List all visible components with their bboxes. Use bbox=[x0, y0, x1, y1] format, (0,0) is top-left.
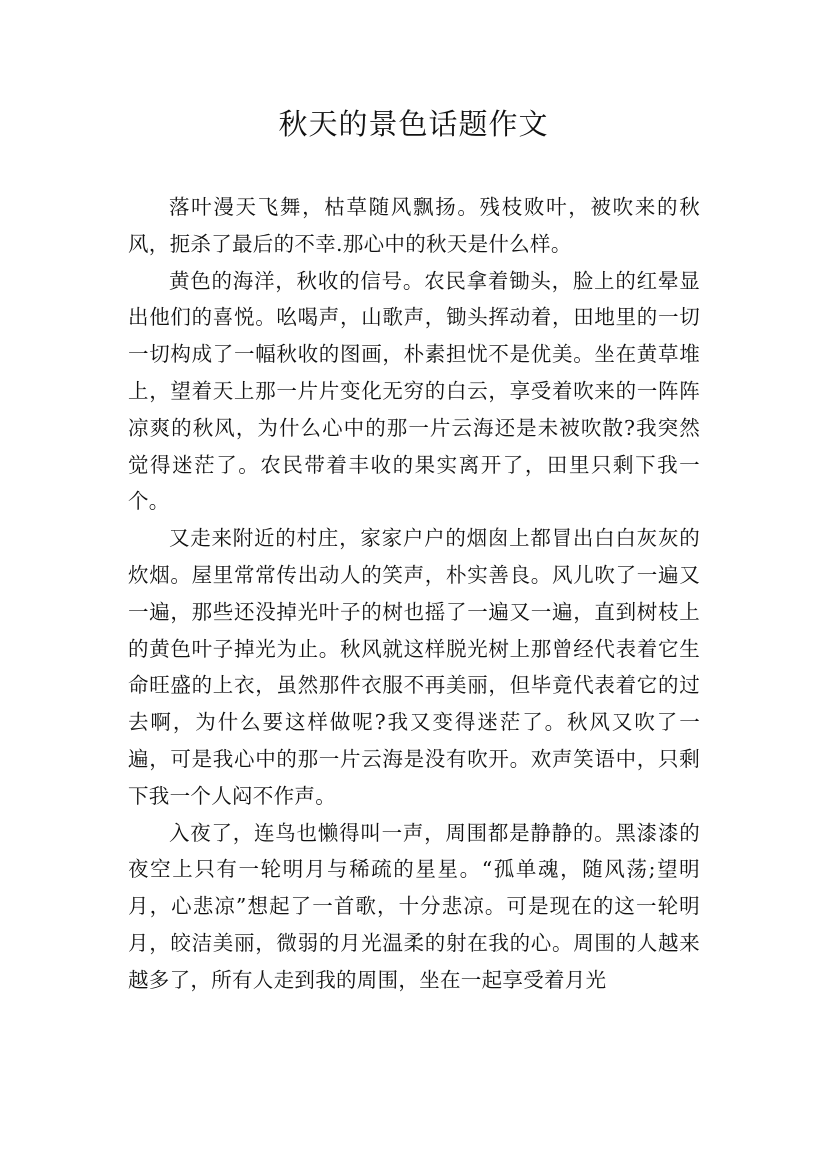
paragraph-4: 入夜了，连鸟也懒得叫一声，周围都是静静的。黑漆漆的夜空上只有一轮明月与稀疏的星星。“孤单魂，随风荡;望明月，心悲凉”想起了一首歌，十分悲凉。可是现在的这一轮明月，皎洁美丽，微弱的月光温柔的射在我的心。周围的人越来越多了，所有人走到我的周围，坐在一起享受着月光 bbox=[128, 820, 700, 992]
page-title: 秋天的景色话题作文 bbox=[278, 107, 549, 141]
paragraph-1: 落叶漫天飞舞，枯草随风飘扬。残枝败叶，被吹来的秋风，扼杀了最后的不幸.那心中的秋天是什么样。 bbox=[128, 195, 700, 256]
paragraph-3: 又走来附近的村庄，家家户户的烟囱上都冒出白白灰灰的炊烟。屋里常常传出动人的笑声，朴实善良。风儿吹了一遍又一遍，那些还没掉光叶子的树也摇了一遍又一遍，直到树枝上的黄色叶子掉光为止。秋风就这样脱光树上那曾经代表着它生命旺盛的上衣，虽然那件衣服不再美丽，但毕竟代表着它的过去啊，为什么要这样做呢?我又变得迷茫了。秋风又吹了一遍，可是我心中的那一片云海是没有吹开。欢声笑语中，只剩下我一个人闷不作声。 bbox=[128, 526, 700, 808]
paragraph-2: 黄色的海洋，秋收的信号。农民拿着锄头，脸上的红晕显出他们的喜悦。吆喝声，山歌声，锄头挥动着，田地里的一切一切构成了一幅秋收的图画，朴素担忧不是优美。坐在黄草堆上，望着天上那一片片变化无穷的白云，享受着吹来的一阵阵凉爽的秋风，为什么心中的那一片云海还是未被吹散?我突然觉得迷茫了。农民带着丰收的果实离开了，田里只剩下我一个。 bbox=[128, 268, 700, 514]
essay-body bbox=[128, 189, 700, 999]
